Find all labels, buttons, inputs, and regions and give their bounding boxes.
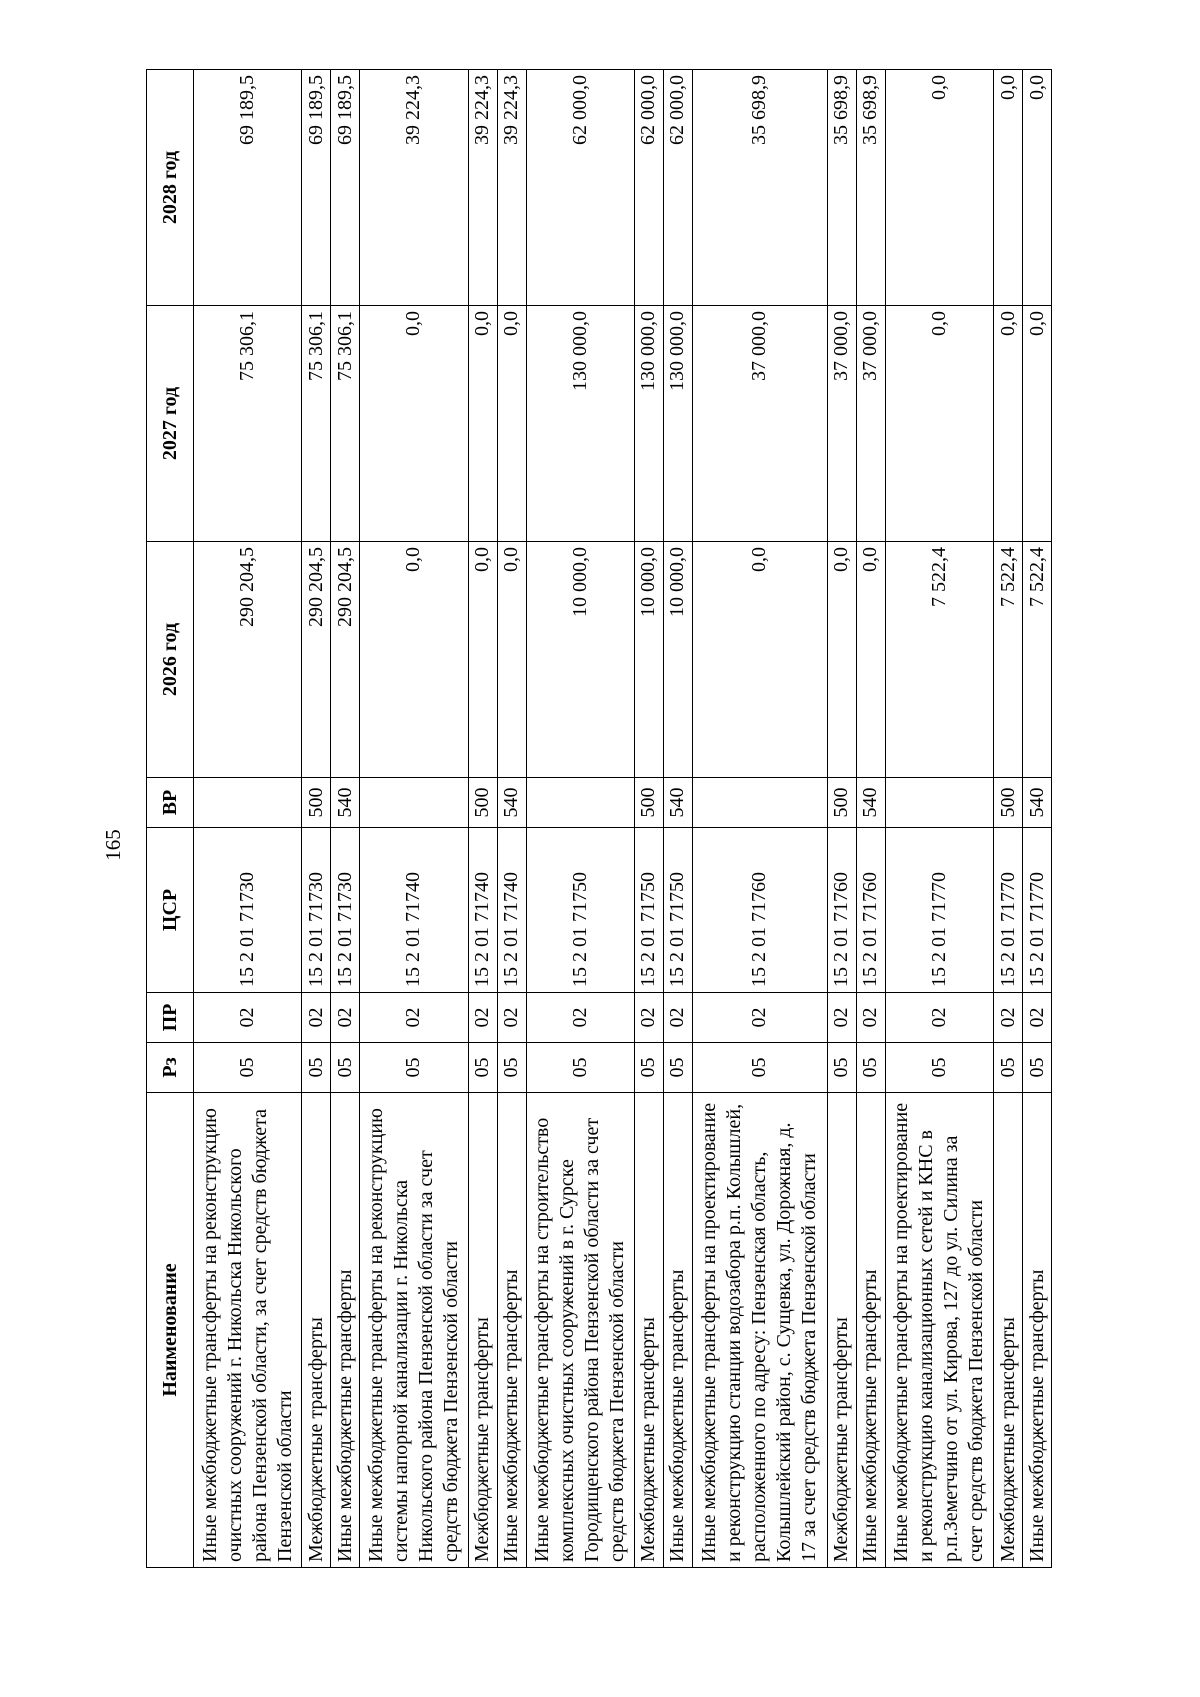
cell-pr: 02 [634, 993, 663, 1043]
cell-2026: 0,0 [827, 542, 856, 778]
cell-2028: 62 000,0 [526, 70, 634, 306]
cell-pr: 02 [827, 993, 856, 1043]
cell-2026: 0,0 [360, 542, 468, 778]
cell-name: Иные межбюджетные трансферты на проектирование и реконструкцию станции водозабора р.п. Колышлей, расположенного по адресу: Пензенская область, Колышлейский район, с. Сущевка, ул. Дорожная, д. 17 за счет средств бюджета Пензенской области [692, 1093, 827, 1568]
cell-pr: 02 [526, 993, 634, 1043]
header-vr: ВР [147, 778, 194, 828]
cell-pr: 02 [194, 993, 302, 1043]
cell-rz: 05 [526, 1043, 634, 1093]
cell-vr [885, 778, 993, 828]
cell-2027: 0,0 [994, 306, 1023, 542]
cell-2026: 7 522,4 [1023, 542, 1052, 778]
cell-2026: 7 522,4 [994, 542, 1023, 778]
budget-table [146, 69, 1052, 1568]
cell-rz: 05 [468, 1043, 497, 1093]
cell-2026: 0,0 [692, 542, 827, 778]
cell-vr [692, 778, 827, 828]
cell-pr: 02 [302, 993, 331, 1043]
table-row [526, 70, 634, 1568]
cell-csr: 15 2 01 71740 [360, 828, 468, 993]
cell-rz: 05 [885, 1043, 993, 1093]
cell-2027: 75 306,1 [331, 306, 360, 542]
cell-2026: 0,0 [497, 542, 526, 778]
cell-vr: 540 [331, 778, 360, 828]
cell-vr [194, 778, 302, 828]
cell-csr: 15 2 01 71760 [856, 828, 885, 993]
cell-2026: 10 000,0 [663, 542, 692, 778]
cell-name: Иные межбюджетные трансферты на реконструкцию очистных сооружений г. Никольска Никольского района Пензенской области, за счет средств бюджета Пензенской области [194, 1093, 302, 1568]
cell-pr: 02 [1023, 993, 1052, 1043]
cell-csr: 15 2 01 71730 [194, 828, 302, 993]
cell-2028: 0,0 [885, 70, 993, 306]
page-number: 165 [101, 829, 125, 861]
cell-2027: 0,0 [885, 306, 993, 542]
cell-pr: 02 [994, 993, 1023, 1043]
table-row [360, 70, 468, 1568]
cell-pr: 02 [663, 993, 692, 1043]
cell-vr: 500 [827, 778, 856, 828]
cell-name: Иные межбюджетные трансферты [1023, 1093, 1052, 1568]
cell-pr: 02 [497, 993, 526, 1043]
cell-2028: 62 000,0 [634, 70, 663, 306]
table-row [331, 70, 360, 1568]
cell-csr: 15 2 01 71770 [885, 828, 993, 993]
table-row [827, 70, 856, 1568]
cell-pr: 02 [692, 993, 827, 1043]
cell-csr: 15 2 01 71750 [663, 828, 692, 993]
cell-vr: 540 [497, 778, 526, 828]
cell-vr: 500 [634, 778, 663, 828]
table-row [468, 70, 497, 1568]
cell-2028: 39 224,3 [360, 70, 468, 306]
cell-2026: 10 000,0 [526, 542, 634, 778]
cell-2028: 69 189,5 [331, 70, 360, 306]
cell-name: Иные межбюджетные трансферты на проектирование и реконструкцию канализационных сетей и КНС в р.п.Земетчино от ул. Кирова, 127 до ул. Силина за счет средств бюджета Пензенской области [885, 1093, 993, 1568]
cell-name: Иные межбюджетные трансферты [663, 1093, 692, 1568]
cell-2028: 69 189,5 [302, 70, 331, 306]
cell-vr: 540 [663, 778, 692, 828]
cell-rz: 05 [692, 1043, 827, 1093]
cell-vr [526, 778, 634, 828]
cell-csr: 15 2 01 71740 [468, 828, 497, 993]
cell-pr: 02 [468, 993, 497, 1043]
header-name: Наименование [147, 1093, 194, 1568]
header-2028: 2028 год [147, 70, 194, 306]
cell-2027: 0,0 [497, 306, 526, 542]
cell-rz: 05 [663, 1043, 692, 1093]
cell-rz: 05 [1023, 1043, 1052, 1093]
cell-csr: 15 2 01 71770 [1023, 828, 1052, 993]
cell-2027: 75 306,1 [302, 306, 331, 542]
cell-2028: 39 224,3 [497, 70, 526, 306]
table-row [856, 70, 885, 1568]
cell-csr: 15 2 01 71760 [827, 828, 856, 993]
cell-2027: 0,0 [1023, 306, 1052, 542]
table-row [634, 70, 663, 1568]
cell-2027: 130 000,0 [634, 306, 663, 542]
cell-vr [360, 778, 468, 828]
cell-2028: 69 189,5 [194, 70, 302, 306]
cell-pr: 02 [885, 993, 993, 1043]
cell-2027: 0,0 [468, 306, 497, 542]
cell-2028: 0,0 [1023, 70, 1052, 306]
cell-2028: 35 698,9 [827, 70, 856, 306]
cell-csr: 15 2 01 71770 [994, 828, 1023, 993]
cell-name: Межбюджетные трансферты [994, 1093, 1023, 1568]
table-row [302, 70, 331, 1568]
cell-pr: 02 [331, 993, 360, 1043]
cell-2026: 10 000,0 [634, 542, 663, 778]
cell-csr: 15 2 01 71750 [526, 828, 634, 993]
cell-2026: 0,0 [856, 542, 885, 778]
cell-2027: 37 000,0 [856, 306, 885, 542]
table-row [994, 70, 1023, 1568]
table-row [885, 70, 993, 1568]
cell-pr: 02 [360, 993, 468, 1043]
cell-2026: 0,0 [468, 542, 497, 778]
cell-2027: 130 000,0 [526, 306, 634, 542]
cell-2028: 39 224,3 [468, 70, 497, 306]
cell-2027: 37 000,0 [692, 306, 827, 542]
cell-rz: 05 [827, 1043, 856, 1093]
cell-2028: 0,0 [994, 70, 1023, 306]
cell-2027: 75 306,1 [194, 306, 302, 542]
cell-csr: 15 2 01 71760 [692, 828, 827, 993]
header-csr: ЦСР [147, 828, 194, 993]
cell-rz: 05 [331, 1043, 360, 1093]
cell-vr: 500 [994, 778, 1023, 828]
cell-rz: 05 [634, 1043, 663, 1093]
cell-rz: 05 [360, 1043, 468, 1093]
cell-vr: 540 [856, 778, 885, 828]
rotated-table-wrapper [146, 70, 1052, 1568]
cell-vr: 540 [1023, 778, 1052, 828]
cell-name: Иные межбюджетные трансферты [497, 1093, 526, 1568]
cell-rz: 05 [302, 1043, 331, 1093]
table-row [497, 70, 526, 1568]
cell-csr: 15 2 01 71740 [497, 828, 526, 993]
cell-rz: 05 [994, 1043, 1023, 1093]
cell-name: Иные межбюджетные трансферты на строительство комплексных очистных сооружений в г. Сурске Городищенского района Пензенской области за счет средств бюджета Пензенской области [526, 1093, 634, 1568]
cell-csr: 15 2 01 71730 [302, 828, 331, 993]
cell-rz: 05 [497, 1043, 526, 1093]
cell-rz: 05 [856, 1043, 885, 1093]
cell-2026: 290 204,5 [331, 542, 360, 778]
cell-csr: 15 2 01 71750 [634, 828, 663, 993]
table-row [1023, 70, 1052, 1568]
cell-2028: 62 000,0 [663, 70, 692, 306]
cell-name: Иные межбюджетные трансферты [331, 1093, 360, 1568]
cell-vr: 500 [468, 778, 497, 828]
cell-csr: 15 2 01 71730 [331, 828, 360, 993]
cell-2027: 0,0 [360, 306, 468, 542]
header-2027: 2027 год [147, 306, 194, 542]
table-header [147, 70, 194, 1568]
header-pr: ПР [147, 993, 194, 1043]
cell-name: Межбюджетные трансферты [634, 1093, 663, 1568]
cell-2028: 35 698,9 [692, 70, 827, 306]
cell-2026: 290 204,5 [302, 542, 331, 778]
header-2026: 2026 год [147, 542, 194, 778]
cell-name: Иные межбюджетные трансферты на реконструкцию системы напорной канализации г. Никольска Никольского района Пензенской области за счет средств бюджета Пензенской области [360, 1093, 468, 1568]
table-body [194, 70, 1052, 1568]
cell-rz: 05 [194, 1043, 302, 1093]
table-row [194, 70, 302, 1568]
table-row [692, 70, 827, 1568]
table-row [663, 70, 692, 1568]
cell-2027: 37 000,0 [827, 306, 856, 542]
cell-2026: 290 204,5 [194, 542, 302, 778]
cell-name: Межбюджетные трансферты [827, 1093, 856, 1568]
cell-name: Межбюджетные трансферты [468, 1093, 497, 1568]
header-rz: Рз [147, 1043, 194, 1093]
cell-vr: 500 [302, 778, 331, 828]
cell-name: Иные межбюджетные трансферты [856, 1093, 885, 1568]
cell-2027: 130 000,0 [663, 306, 692, 542]
cell-2026: 7 522,4 [885, 542, 993, 778]
cell-name: Межбюджетные трансферты [302, 1093, 331, 1568]
cell-2028: 35 698,9 [856, 70, 885, 306]
cell-pr: 02 [856, 993, 885, 1043]
